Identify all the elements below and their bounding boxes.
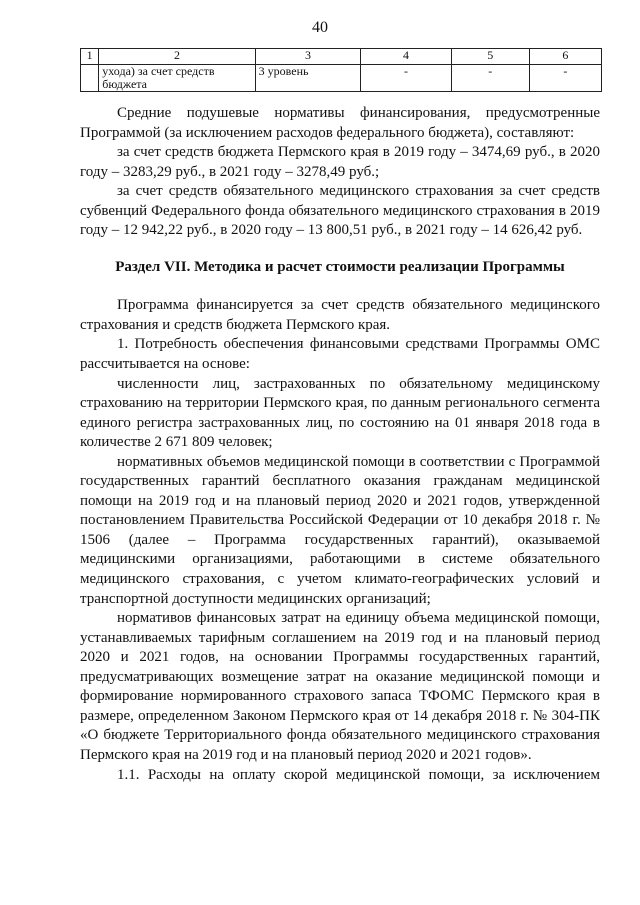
continued-table (80, 48, 602, 92)
table-header-cell: 3 (255, 49, 361, 65)
paragraph: за счет средств обязательного медицинского страхования за счет средств субвенций Федерального фонда обязательного медицинского страхования в 2019 году – 12 942,22 руб., в 2020 году – 13 800,51 руб., в 2021 году – 14 626,42 руб. (80, 183, 600, 239)
table-header-cell: 6 (529, 49, 601, 65)
paragraph: численности лиц, застрахованных по обязательному медицинскому страхованию на территории Пермского края, по данным регионального сегмента единого регистра застрахованных лиц, по состоянию на 01 января 2018 года в количестве 2 671 809 человек; (80, 375, 600, 451)
table-header-cell: 4 (361, 49, 451, 65)
paragraph: за счет средств бюджета Пермского края в 2019 году – 3474,69 руб., в 2020 году – 3283,29 руб., в 2021 году – 3278,49 руб.; (80, 144, 600, 180)
paragraph: Программа финансируется за счет средств обязательного медицинского страхования и средств бюджета Пермского края. (80, 297, 600, 333)
page-number: 40 (312, 19, 328, 36)
table-header-cell: 5 (451, 49, 529, 65)
table-header-cell: 2 (99, 49, 255, 65)
section-heading: Раздел VII. Методика и расчет стоимости реализации Программы (115, 258, 565, 275)
paragraph: 1.1. Расходы на оплату скорой медицинской помощи, за исключением (117, 766, 600, 783)
table-header-row (81, 49, 602, 65)
table-row (81, 65, 602, 92)
table-cell: ухода) за счет средств бюджета (99, 65, 255, 92)
table-cell: 3 уровень (255, 65, 361, 92)
table-cell: - (529, 65, 601, 92)
table-header-cell: 1 (81, 49, 99, 65)
document-body (80, 104, 600, 785)
paragraph: 1. Потребность обеспечения финансовыми средствами Программы ОМС рассчитывается на основе: (80, 336, 600, 373)
table-cell: - (451, 65, 529, 92)
paragraph: нормативов финансовых затрат на единицу объема медицинской помощи, устанавливаемых тарифным соглашением на 2019 год и на плановый период 2020 и 2021 годов, на основании Программы государственных гарантий, предусматривающих возмещение затрат на оказание медицинской помощи и формирование нормированного страхового запаса ТФОМС Пермского края в размере, определенном Законом Пермского края от 14 декабря 2018 г. № 304-ПК «О бюджете Территориального фонда обязательного медицинского страхования Пермского края на 2019 год и на плановый период 2020 и 2021 годов». (80, 610, 600, 763)
table-cell (81, 65, 99, 92)
paragraph: Средние подушевые нормативы финансирования, предусмотренные Программой (за исключением расходов федерального бюджета), составляют: (80, 105, 600, 141)
paragraph: нормативных объемов медицинской помощи в соответствии с Программой государственных гарантий бесплатного оказания гражданам медицинской помощи на 2019 год и на плановый период 2020 и 2021 годов, утвержденной постановлением Правительства Российской Федерации от 10 декабря 2018 г. № 1506 (далее – Программа государственных гарантий), оказываемой медицинскими организациями, работающими в системе обязательного медицинского страхования, с учетом климато-географических условий и транспортной доступности медицинских организаций; (80, 453, 600, 607)
table-cell: - (361, 65, 451, 92)
